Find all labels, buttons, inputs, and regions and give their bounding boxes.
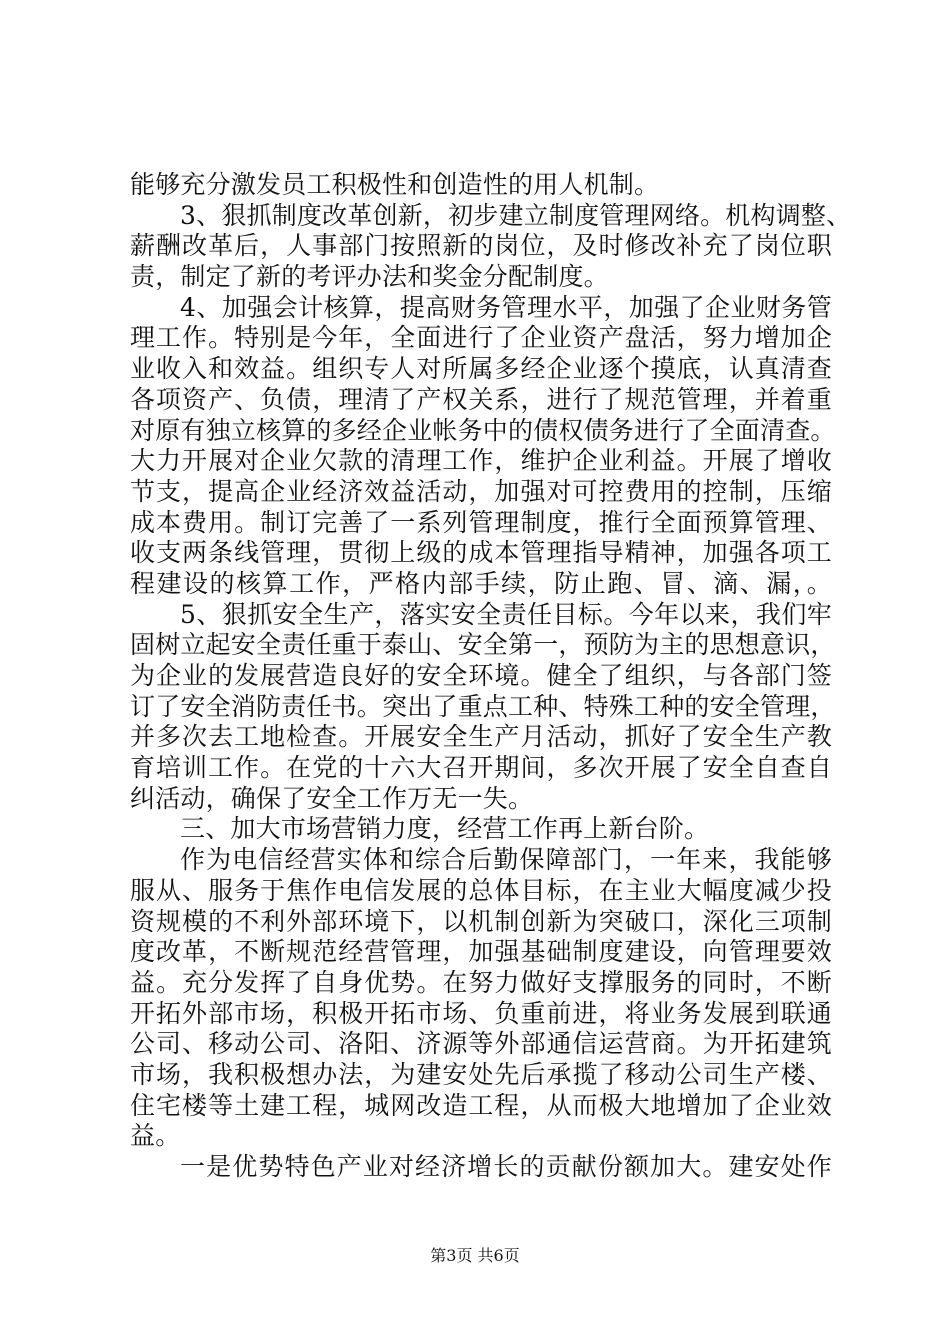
text-line: 育培训工作。在党的十六大召开期间，多次开展了安全自查自 <box>130 753 832 783</box>
text-line: 薪酬改革后，人事部门按照新的岗位，及时修改补充了岗位职 <box>130 231 832 261</box>
text-line: 各项资产、负债，理清了产权关系，进行了规范管理，并着重 <box>130 384 832 414</box>
text-line: 为企业的发展营造良好的安全环境。健全了组织，与各部门签 <box>130 661 832 690</box>
text-line: 固树立起安全责任重于泰山、安全第一，预防为主的思想意识， <box>130 630 836 660</box>
text-line: 服从、服务于焦作电信发展的总体目标，在主业大幅度减少投 <box>130 875 832 905</box>
text-line: 公司、移动公司、洛阳、济源等外部通信运营商。为开拓建筑 <box>130 1029 832 1059</box>
text-line: 5、狠抓安全生产，落实安全责任目标。今年以来，我们牢 <box>180 599 832 629</box>
text-line: 3、狠抓制度改革创新，初步建立制度管理网络。机构调整、 <box>180 200 852 230</box>
text-line: 住宅楼等土建工程，城网改造工程，从而极大地增加了企业效 <box>130 1090 832 1120</box>
text-line: 理工作。特别是今年，全面进行了企业资产盘活，努力增加企 <box>130 323 832 353</box>
text-line: 开拓外部市场，积极开拓市场、负重前进，将业务发展到联通 <box>130 998 832 1028</box>
text-line: 一是优势特色产业对经济增长的贡献份额加大。建安处作 <box>180 1152 832 1181</box>
text-line: 成本费用。制订完善了一系列管理制度，推行全面预算管理、 <box>130 507 832 537</box>
text-line: 并多次去工地检查。开展安全生产月活动，抓好了安全生产教 <box>130 722 832 752</box>
text-line: 责，制定了新的考评办法和奖金分配制度。 <box>130 262 609 292</box>
text-line: 收支两条线管理，贯彻上级的成本管理指导精神，加强各项工 <box>130 538 832 568</box>
text-line: 益。 <box>130 1121 181 1151</box>
text-line: 市场，我积极想办法，为建安处先后承揽了移动公司生产楼、 <box>130 1059 832 1089</box>
text-line: 资规模的不利外部环境下，以机制创新为突破口，深化三项制 <box>130 906 832 936</box>
text-line: 大力开展对企业欠款的清理工作，维护企业利益。开展了增收 <box>130 446 832 476</box>
text-line: 度改革，不断规范经营管理，加强基础制度建设，向管理要效 <box>130 937 832 967</box>
text-line: 作为电信经营实体和综合后勤保障部门，一年来，我能够 <box>180 845 832 875</box>
text-line: 纠活动，确保了安全工作万无一失。 <box>130 783 534 813</box>
text-line: 4、加强会计核算，提高财务管理水平，加强了企业财务管 <box>180 292 832 322</box>
text-line: 三、加大市场营销力度，经营工作再上新台阶。 <box>180 814 710 844</box>
text-line: 程建设的核算工作，严格内部手续，防止跑、冒、滴、漏，。 <box>130 568 832 598</box>
text-line: 能够充分激发员工积极性和创造性的用人机制。 <box>130 170 660 199</box>
text-line: 业收入和效益。组织专人对所属多经企业逐个摸底，认真清查 <box>130 354 832 384</box>
document-body <box>130 170 852 1183</box>
text-line: 节支，提高企业经济效益活动，加强对可控费用的控制，压缩 <box>130 476 832 506</box>
text-line: 对原有独立核算的多经企业帐务中的债权债务进行了全面清查。 <box>130 415 836 445</box>
page-number-label: 第3页 共6页 <box>430 1246 520 1265</box>
page-number-footer <box>0 1246 950 1266</box>
text-line: 订了安全消防责任书。突出了重点工种、特殊工种的安全管理， <box>130 691 836 721</box>
text-line: 益。充分发挥了自身优势。在努力做好支撑服务的同时，不断 <box>130 967 832 997</box>
